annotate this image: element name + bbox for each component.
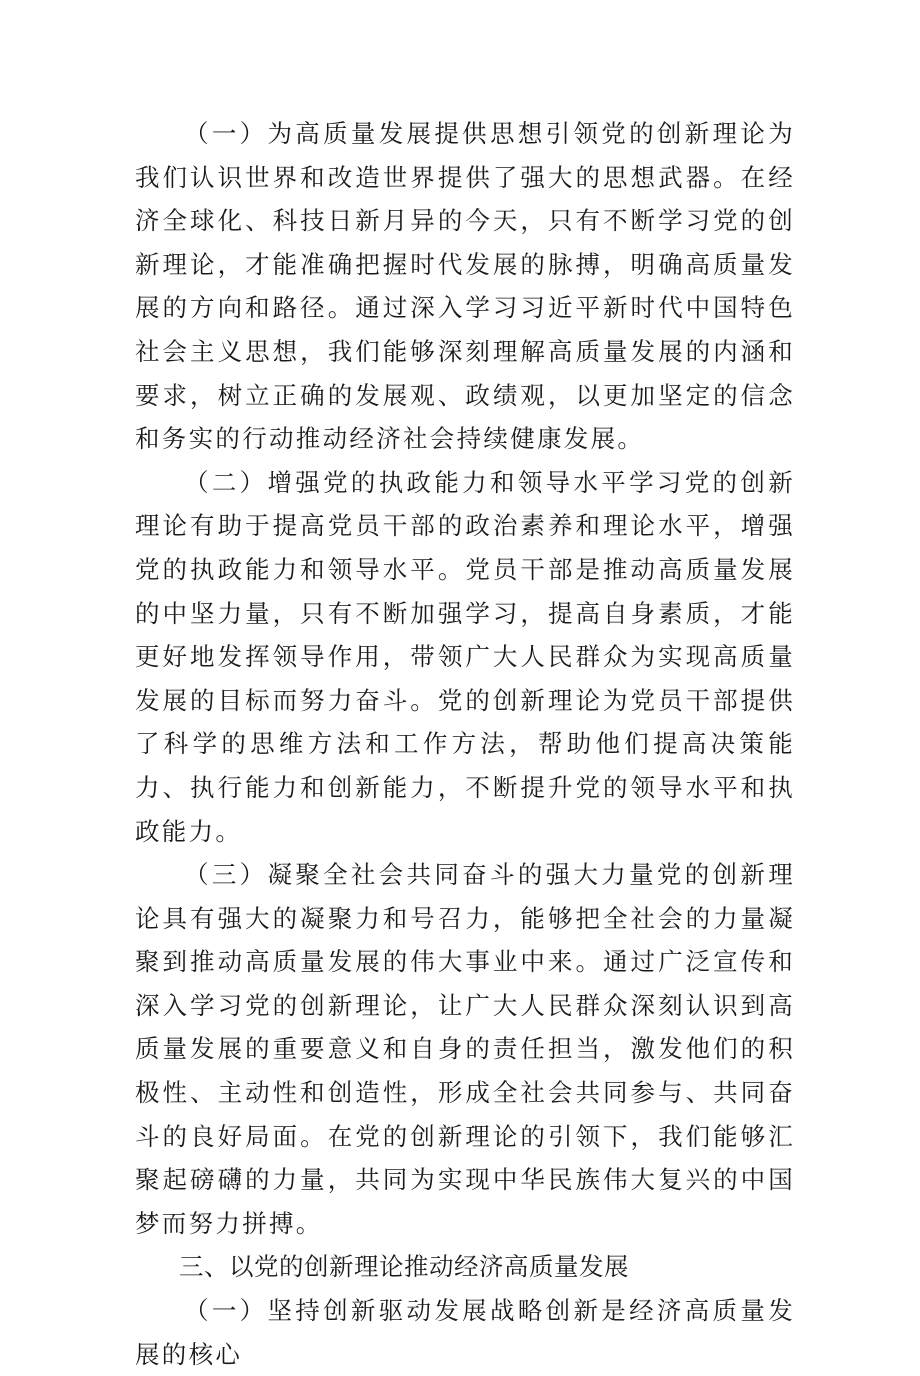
paragraph-governing-capability: （二）增强党的执政能力和领导水平学习党的创新理论有助于提高党员干部的政治素养和理论水平，增强党的执政能力和领导水平。党员干部是推动高质量发展的中坚力量，只有不断加强学习，提高自身素质，才能更好地发挥领导作用，带领广大人民群众为实现高质量发展的目标而努力奋斗。党的创新理论为党员干部提供了科学的思维方法和工作方法，帮助他们提高决策能力、执行能力和创新能力，不断提升党的领导水平和执政能力。 — [135, 467, 795, 846]
paragraph-innovation-strategy: （一）坚持创新驱动发展战略创新是经济高质量发展的核心 — [135, 1296, 795, 1369]
document-body — [135, 112, 795, 1376]
paragraph-development-guidance: （一）为高质量发展提供思想引领党的创新理论为我们认识世界和改造世界提供了强大的思想武器。在经济全球化、科技日新月异的今天，只有不断学习党的创新理论，才能准确把握时代发展的脉搏，明确高质量发展的方向和路径。通过深入学习习近平新时代中国特色社会主义思想，我们能够深刻理解高质量发展的内涵和要求，树立正确的发展观、政绩观，以更加坚定的信念和务实的行动推动经济社会持续健康发展。 — [135, 119, 795, 454]
section-heading: 三、以党的创新理论推动经济高质量发展 — [179, 1252, 629, 1282]
paragraph-social-cohesion: （三）凝聚全社会共同奋斗的强大力量党的创新理论具有强大的凝聚力和号召力，能够把全社会的力量凝聚到推动高质量发展的伟大事业中来。通过广泛宣传和深入学习党的创新理论，让广大人民群众深刻认识到高质量发展的重要意义和自身的责任担当，激发他们的积极性、主动性和创造性，形成全社会共同参与、共同奋斗的良好局面。在党的创新理论的引领下，我们能够汇聚起磅礴的力量，共同为实现中华民族伟大复兴的中国梦而努力拼搏。 — [135, 860, 795, 1238]
